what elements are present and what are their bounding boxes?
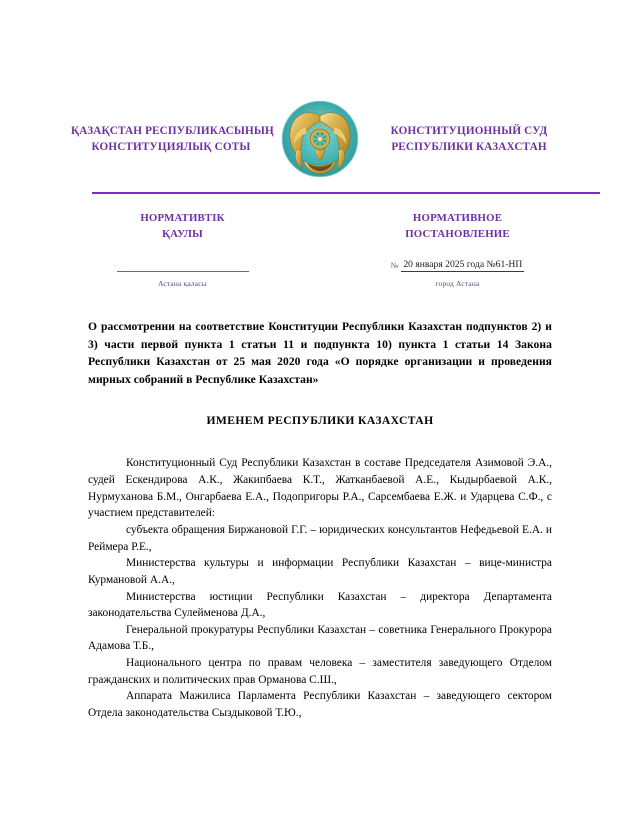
doc-type-russian-line-2: ПОСТАНОВЛЕНИЕ	[405, 228, 510, 241]
date-row	[350, 256, 565, 272]
header-russian-line-2: РЕСПУБЛИКИ КАЗАХСТАН	[391, 141, 547, 153]
in-name-of-republic: ИМЕНЕМ РЕСПУБЛИКИ КАЗАХСТАН	[206, 414, 434, 428]
header-kazakh-line-2: КОНСТИТУЦИЯЛЫҚ СОТЫ	[91, 141, 251, 153]
document-header	[0, 0, 640, 182]
doc-type-russian-line-1: НОРМАТИВНОЕ	[412, 212, 503, 224]
city-russian: город Астана	[435, 279, 480, 289]
body-paragraph: Национального центра по правам человека – заместителя заведующего Отделом гражданских и политических прав Орманова С.Ш.,	[88, 657, 552, 686]
document-body	[88, 455, 552, 721]
document-title: О рассмотрении на соответствие Конституции Республики Казахстан подпунктов 2) и 3) части первой пункта 1 статьи 11 и подпункта 10) пункта 1 статьи 14 Закона Республики Казахстан от 25 мая 2020 года «О порядке организации и проведения мирных собраний в Республике Казахстан»	[88, 320, 552, 386]
document-content	[88, 318, 552, 722]
header-title-kazakh	[71, 123, 277, 155]
body-paragraph: Министерства культуры и информации Республики Казахстан – вице-министра Курмановой А.А.,	[88, 557, 552, 586]
number-sign: №	[390, 261, 399, 271]
header-title-russian	[363, 123, 569, 155]
header-kazakh-line-1: ҚАЗАҚСТАН РЕСПУБЛИКАСЫНЫҢ	[71, 124, 274, 137]
doc-type-kazakh	[75, 210, 290, 242]
header-russian-line-1: КОНСТИТУЦИОННЫЙ СУД	[390, 124, 548, 137]
kazakh-date-underline	[117, 271, 249, 272]
document-subheader	[0, 210, 640, 288]
body-paragraph: субъекта обращения Биржановой Г.Г. – юридических консультантов Нефедьевой Е.А. и Реймера Р.Е.,	[88, 524, 552, 553]
subheader-kazakh-block	[75, 210, 290, 288]
kazakhstan-state-emblem-icon	[279, 98, 361, 180]
document-date-number: 20 января 2025 года №61-НП	[403, 259, 523, 271]
doc-type-kazakh-line-1: НОРМАТИВТІК	[140, 212, 225, 224]
body-paragraph: Генеральной прокуратуры Республики Казахстан – советника Генерального Прокурора Адамова Т.Б.,	[88, 623, 552, 653]
doc-type-kazakh-line-2: ҚАУЛЫ	[162, 228, 203, 241]
body-paragraph: Министерства юстиции Республики Казахстан – директора Департамента законодательства Сулейменова Д.А.,	[88, 590, 552, 620]
subheader-russian-block	[350, 210, 565, 288]
header-divider	[92, 192, 600, 194]
body-paragraph: Конституционный Суд Республики Казахстан в составе Председателя Азимовой Э.А., судей Ескендирова А.К., Жакипбаева К.Т., Жатканбаевой А.Е., Кыдырбаевой А.К., Нурмуханова Б.М., Онгарбаева Е.А., Подопригоры Р.А., Сарсембаева Е.Ж. и Ударцева С.Ф., с участием представителей:	[88, 457, 552, 520]
doc-type-russian	[350, 210, 565, 242]
city-kazakh: Астана қаласы	[158, 279, 207, 289]
body-paragraph: Аппарата Мажилиса Парламента Республики Казахстан – заведующего сектором Отдела законодательства Сыздыковой Т.Ю.,	[88, 690, 552, 720]
emblem-container	[277, 96, 363, 182]
kazakh-date-blank	[75, 258, 290, 272]
